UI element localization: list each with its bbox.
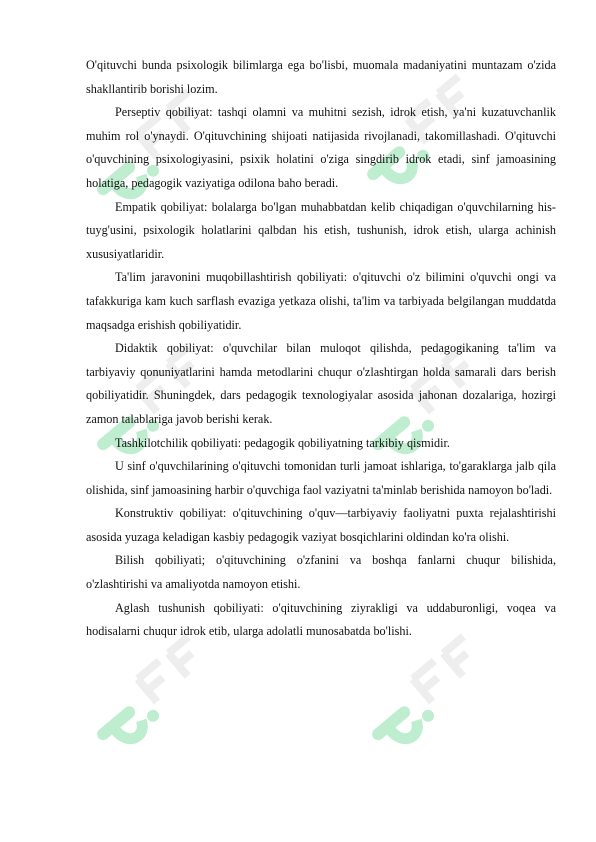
watermark-logo-icon [95, 694, 162, 757]
watermark-bottom-right [361, 637, 492, 757]
watermark-letters-icon [138, 637, 208, 702]
paragraph-aglash: Aglash tushunish qobiliyati: o'qituvchining ziyrakligi va uddaburonligi, voqea va hodisalarni chuqur idrok etib, ularga adolatli munosabatda bo'lishi. [86, 600, 556, 639]
paragraph-talim-jarayoni: Ta'lim jaravonini muqobillashtirish qobiliyati: o'qituvchi o'z bilimini o'quvchi ongi va tafakkuriga kam kuch sarflash evaziga yetkaza olishi, ta'lim va tarbiyada belgilangan muddatda maqsadga erishish qobiliyatidir. [86, 270, 556, 332]
watermark-letters-icon [413, 637, 483, 702]
paragraph-didaktik: Didaktik qobiliyat: o'quvchilar bilan muloqot qilishda, pedagogikaning ta'lim va tarbiyaviy qonuniyatlarini hamda metodlarini chuqur o'zlashtirgan holda samarali dars berish qobiliyatidir. Shuningdek, dars pedagogik texnologiyalar asosida jahonan dozalariga, hozirgi zamon talablariga javob berishi kerak. [86, 341, 556, 426]
document-body [86, 54, 556, 644]
paragraph-tashkilotchilik: Tashkilotchilik qobiliyati: pedagogik qobiliyatning tarkibiy qismidir. [115, 435, 450, 450]
paragraph-empatik: Empatik qobiliyat: bolalarga bo'lgan muhabbatdan kelib chiqadigan o'quvchilarning his-tuyg'usini, psixologik holatlarini qalbdan his etish, tushunish, idrok etish, ularga achinish xususiyatlaridir. [86, 199, 556, 261]
paragraph-intro: O'qituvchi bunda psixologik bilimlarga ega bo'lisbi, muomala madaniyatini muntazam o'zida shakllantirib borishi lozim. [86, 58, 556, 96]
paragraph-perseptiv: Perseptiv qobiliyat: tashqi olamni va muhitni sezish, idrok etish, ya'ni kuzatuvchanlik muhim rol o'ynaydi. O'qituvchining shijoati natijasida rivojlanadi, takomillashadi. O'qituvchi o'quvchining psixologiyasini, psixik holatini o'ziga singdirib idrok etadi, sinf jamoasining holatiga, pedagogik vaziyatiga odilona baho beradi. [86, 105, 556, 190]
paragraph-sinf-jamoasi: U sinf o'quvchilarining o'qituvchi tomonidan turli jamoat ishlariga, to'garaklarga jalb qila olishida, sinf jamoasining harbir o'quvchiga faol vaziyatni ta'minlab berishida namoyon bo'ladi. [86, 459, 556, 497]
paragraph-konstruktiv: Konstruktiv qobiliyat: o'qituvchining o'quv—tarbiyaviy faoliyatni puxta rejalashtirishi asosida yuzaga keladigan kasbiy pedagogik vaziyat bosqichlarini oldindan ko'ra olishi. [86, 506, 556, 544]
watermark-bottom-left [86, 637, 217, 757]
paragraph-bilish: Bilish qobiliyati; o'qituvchining o'zfanini va boshqa fanlarni chuqur bilishida, o'zlashtirishi va amaliyotda namoyon etishi. [86, 553, 556, 592]
watermark-logo-icon [370, 694, 437, 757]
